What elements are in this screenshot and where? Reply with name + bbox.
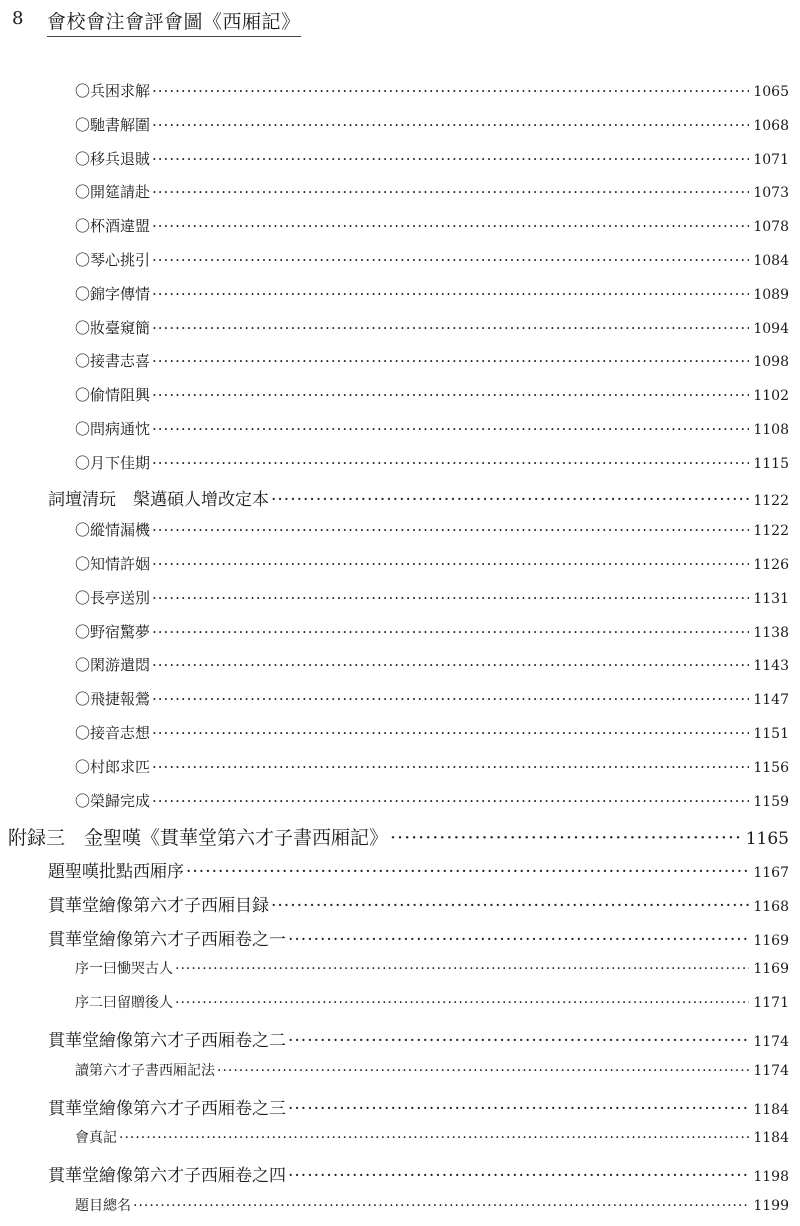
toc-entry-title: 〇長亭送別 <box>75 588 151 607</box>
toc-entry-page: 1174 <box>753 1062 789 1079</box>
dot-leader <box>152 183 749 201</box>
toc-entry <box>8 823 789 850</box>
dot-leader <box>271 896 749 916</box>
toc-entry <box>75 181 789 202</box>
toc-entry <box>75 114 789 135</box>
toc-entry-title: 〇杯酒違盟 <box>75 217 151 236</box>
toc-entry <box>75 958 789 978</box>
toc-entry-page: 1159 <box>753 793 789 810</box>
toc-entry <box>48 857 789 882</box>
toc-entry-title: 附録三 金聖嘆《貫華堂第六才子書西厢記》 <box>8 827 389 850</box>
dot-leader <box>152 251 749 269</box>
toc-entry-title: 〇飛捷報鶯 <box>75 690 151 709</box>
toc-entry-title: 貫華堂繪像第六才子西厢目録 <box>48 895 269 916</box>
dot-leader <box>186 862 749 882</box>
toc-entry-page: 1156 <box>753 759 789 776</box>
toc-entry <box>75 519 789 540</box>
toc-entry-title: 〇榮歸完成 <box>75 791 151 810</box>
dot-leader <box>390 827 742 849</box>
toc-entry <box>75 452 789 473</box>
toc-entry-page: 1184 <box>753 1101 789 1118</box>
toc-entry-page: 1131 <box>753 590 789 607</box>
dot-leader <box>133 1198 749 1214</box>
dot-leader <box>288 1099 749 1119</box>
toc-entry <box>75 418 789 439</box>
toc-entry <box>48 1161 789 1186</box>
toc-entry-page: 1138 <box>753 624 789 641</box>
toc-entry-title: 貫華堂繪像第六才子西厢卷之三 <box>48 1098 286 1119</box>
dot-leader <box>271 490 749 510</box>
toc-entry <box>75 722 789 743</box>
toc-entry-title: 〇閑游遣悶 <box>75 656 151 675</box>
toc-entry <box>75 350 789 371</box>
dot-leader <box>288 1031 749 1051</box>
toc-entry <box>75 215 789 236</box>
toc-entry <box>75 992 789 1012</box>
toc-entry-page: 1084 <box>753 252 789 269</box>
toc-entry-title: 會真記 <box>75 1130 117 1147</box>
toc-entry-title: 〇問病通忱 <box>75 419 151 438</box>
dot-leader <box>152 555 749 573</box>
running-title: 會校會注會評會圖《西厢記》 <box>47 7 301 37</box>
toc-entry-page: 1174 <box>753 1034 789 1051</box>
toc-entry <box>75 688 789 709</box>
toc-entry-page: 1065 <box>753 84 789 100</box>
toc-entry-title: 讀第六才子書西厢記法 <box>75 1062 215 1079</box>
dot-leader <box>119 1130 749 1146</box>
toc-entry-title: 〇野宿驚夢 <box>75 622 151 641</box>
dot-leader <box>288 1166 749 1186</box>
toc-entry-page: 1071 <box>753 151 789 168</box>
toc-entry-title: 詞壇清玩 槃邁碩人增改定本 <box>48 490 269 511</box>
toc-entry-title: 〇接書志喜 <box>75 352 151 371</box>
toc-entry-title: 貫華堂繪像第六才子西厢卷之二 <box>48 1031 286 1052</box>
toc-entry <box>48 925 789 950</box>
toc-entry <box>48 1094 789 1119</box>
dot-leader <box>152 386 749 404</box>
dot-leader <box>152 352 749 370</box>
toc-entry-title: 〇移兵退賊 <box>75 149 151 168</box>
toc-entry-title: 貫華堂繪像第六才子西厢卷之一 <box>48 929 286 950</box>
dot-leader <box>288 930 749 950</box>
toc-entry <box>75 1195 789 1215</box>
toc-entry-page: 1169 <box>753 961 789 978</box>
dot-leader <box>152 623 749 641</box>
toc-entry <box>75 587 789 608</box>
toc-entry-title: 〇錦字傳情 <box>75 284 151 303</box>
page-number: 8 <box>12 8 24 29</box>
toc-entry-page: 1068 <box>753 117 789 134</box>
dot-leader <box>152 82 749 100</box>
toc-entry-title: 〇村郎求匹 <box>75 757 151 776</box>
toc-entry <box>48 891 789 916</box>
toc-entry-page: 1089 <box>753 286 789 303</box>
toc-entry-page: 1115 <box>753 455 789 472</box>
toc-entry <box>75 317 789 338</box>
toc-entry-page: 1143 <box>753 658 789 675</box>
dot-leader <box>152 758 749 776</box>
toc-entry <box>75 1060 789 1080</box>
toc-entry-page: 1108 <box>753 421 789 438</box>
dot-leader <box>152 690 749 708</box>
toc-entry-title: 〇偷情阻興 <box>75 386 151 405</box>
toc-entry-page: 1169 <box>753 932 789 949</box>
toc-entry-title: 〇月下佳期 <box>75 453 151 472</box>
dot-leader <box>152 116 749 134</box>
toc-entry-page: 1165 <box>745 829 789 850</box>
dot-leader <box>175 995 749 1011</box>
dot-leader <box>152 656 749 674</box>
toc-entry-page: 1073 <box>753 185 789 202</box>
toc-entry <box>75 654 789 675</box>
toc-entry-page: 1167 <box>753 865 789 882</box>
toc-entry-title: 〇妝臺窺簡 <box>75 318 151 337</box>
toc-entry-title: 〇開筵請赴 <box>75 183 151 202</box>
dot-leader <box>152 589 749 607</box>
toc-entry <box>75 790 789 811</box>
toc-entry <box>75 249 789 270</box>
toc-entry-page: 1122 <box>753 523 789 540</box>
toc-entry <box>75 384 789 405</box>
toc-entry <box>75 553 789 574</box>
toc-entry <box>75 756 789 777</box>
toc-entry-page: 1078 <box>753 219 789 236</box>
toc-entry-page: 1147 <box>753 692 789 709</box>
page-header <box>0 0 800 40</box>
toc-entry <box>75 80 789 101</box>
dot-leader <box>152 150 749 168</box>
toc-entry-page: 1184 <box>753 1130 789 1147</box>
toc-entry-title: 題目總名 <box>75 1198 131 1214</box>
dot-leader <box>152 724 749 742</box>
toc-entry-title: 〇兵困求解 <box>75 82 151 100</box>
toc-entry-title: 〇琴心挑引 <box>75 250 151 269</box>
toc-entry-title: 序一曰慟哭古人 <box>75 961 173 978</box>
toc-entry-title: 〇馳書解圍 <box>75 115 151 134</box>
toc-entry-page: 1094 <box>753 320 789 337</box>
dot-leader <box>152 420 749 438</box>
toc-entry-page: 1122 <box>753 493 789 510</box>
toc-entry-title: 貫華堂繪像第六才子西厢卷之四 <box>48 1166 286 1187</box>
dot-leader <box>152 285 749 303</box>
toc-entry <box>75 1127 789 1147</box>
toc-entry <box>48 485 789 510</box>
toc-entry-title: 序二曰留贈後人 <box>75 995 173 1012</box>
dot-leader <box>152 319 749 337</box>
toc-entry-title: 題聖嘆批點西厢序 <box>48 862 184 883</box>
toc-entry-page: 1168 <box>753 898 789 915</box>
toc-entry-title: 〇接音志想 <box>75 723 151 742</box>
toc-entry <box>48 1026 789 1051</box>
toc-entry-title: 〇知情許姻 <box>75 555 151 574</box>
toc-entry <box>75 283 789 304</box>
dot-leader <box>152 454 749 472</box>
toc-entry-page: 1151 <box>753 725 789 742</box>
dot-leader <box>152 521 749 539</box>
toc-entry-page: 1171 <box>753 995 789 1012</box>
dot-leader <box>152 792 749 810</box>
dot-leader <box>152 217 749 235</box>
dot-leader <box>217 1063 749 1079</box>
toc-entry-page: 1126 <box>753 557 789 574</box>
toc-entry <box>75 621 789 642</box>
toc-entry-page: 1098 <box>753 354 789 371</box>
dot-leader <box>175 961 749 977</box>
toc-entry-page: 1199 <box>753 1198 789 1214</box>
toc-entry-page: 1198 <box>753 1169 789 1186</box>
toc-entry <box>75 148 789 169</box>
toc-entry-page: 1102 <box>753 388 789 405</box>
toc-entry-title: 〇縱情漏機 <box>75 521 151 540</box>
